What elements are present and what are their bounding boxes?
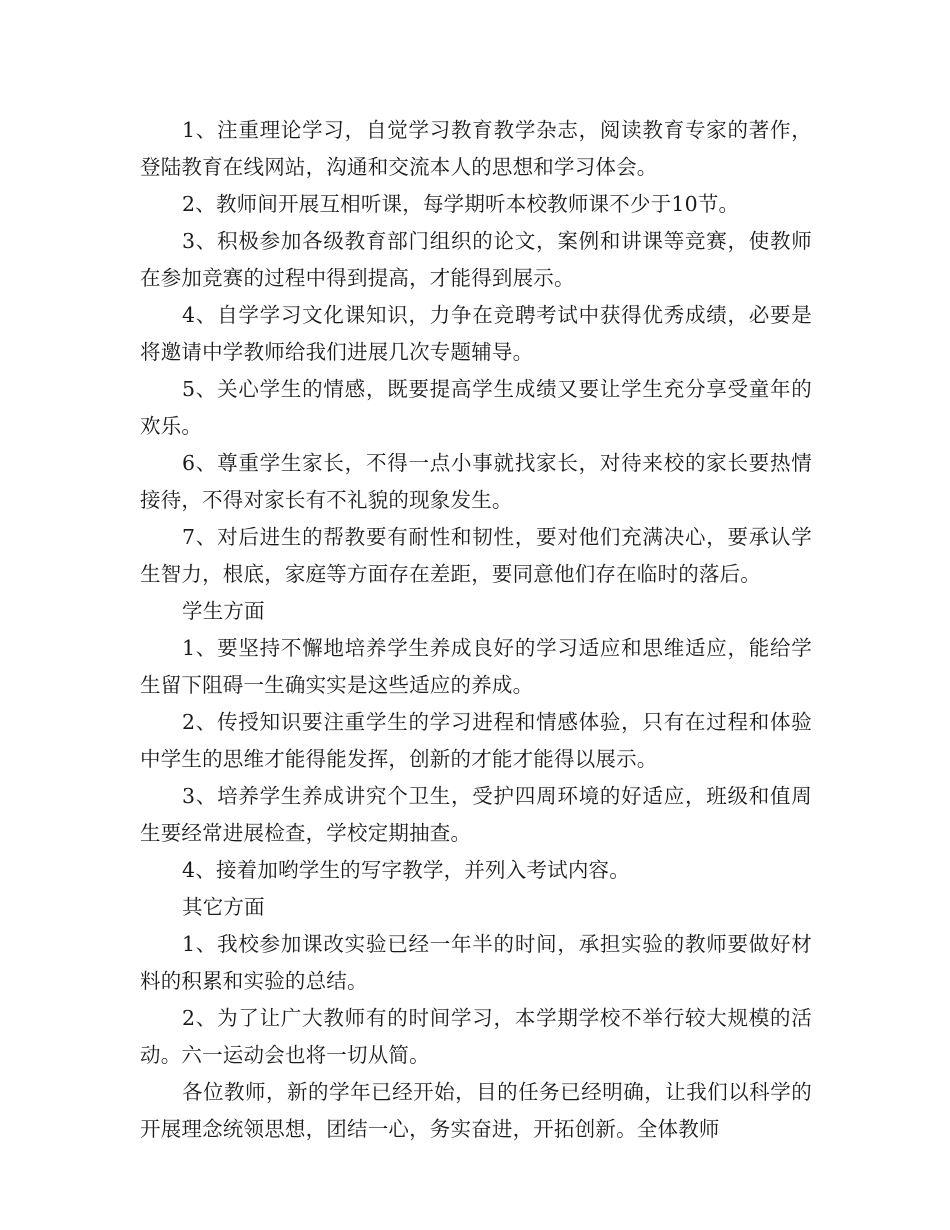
paragraph-other-item-1: 1、我校参加课改实验已经一年半的时间，承担实验的教师要做好材料的积累和实验的总结。 [140,932,812,993]
paragraph-teacher-item-4: 4、自学学习文化课知识，力争在竞聘考试中获得优秀成绩，必要是将邀请中学教师给我们进展几次专题辅导。 [140,303,812,364]
paragraph-closing: 各位教师，新的学年已经开始，目的任务已经明确，让我们以科学的开展理念统领思想，团结一心，务实奋进，开拓创新。全体教师 [140,1080,812,1141]
paragraph-teacher-item-7: 7、对后进生的帮教要有耐性和韧性，要对他们充满决心，要承认学生智力，根底，家庭等方面存在差距，要同意他们存在临时的落后。 [140,525,812,586]
paragraph-teacher-item-3: 3、积极参加各级教育部门组织的论文，案例和讲课等竞赛，使教师在参加竞赛的过程中得到提高，才能得到展示。 [140,229,812,290]
paragraph-other-item-2: 2、为了让广大教师有的时间学习，本学期学校不举行较大规模的活动。六一运动会也将一切从简。 [140,1006,812,1067]
paragraph-teacher-item-1: 1、注重理论学习，自觉学习教育教学杂志，阅读教育专家的著作，登陆教育在线网站，沟通和交流本人的思想和学习体会。 [140,118,812,179]
paragraph-teacher-item-6: 6、尊重学生家长，不得一点小事就找家长，对待来校的家长要热情接待，不得对家长有不礼貌的现象发生。 [140,451,812,512]
paragraph-student-item-2: 2、传授知识要注重学生的学习进程和情感体验，只有在过程和体验中学生的思维才能得能发挥，创新的才能才能得以展示。 [140,710,812,771]
section-heading-students: 学生方面 [182,599,265,623]
paragraph-teacher-item-5: 5、关心学生的情感，既要提高学生成绩又要让学生充分享受童年的欢乐。 [140,377,812,438]
document-body [140,112,812,1148]
paragraph-student-item-1: 1、要坚持不懈地培养学生养成良好的学习适应和思维适应，能给学生留下阻碍一生确实实是这些适应的养成。 [140,636,812,697]
paragraph-student-item-3: 3、培养学生养成讲究个卫生，受护四周环境的好适应，班级和值周生要经常进展检查，学校定期抽查。 [140,784,812,845]
paragraph-student-item-4: 4、接着加哟学生的写字教学，并列入考试内容。 [182,858,630,882]
section-heading-other: 其它方面 [182,895,265,919]
paragraph-teacher-item-2: 2、教师间开展互相听课，每学期听本校教师课不少于10节。 [182,192,740,216]
